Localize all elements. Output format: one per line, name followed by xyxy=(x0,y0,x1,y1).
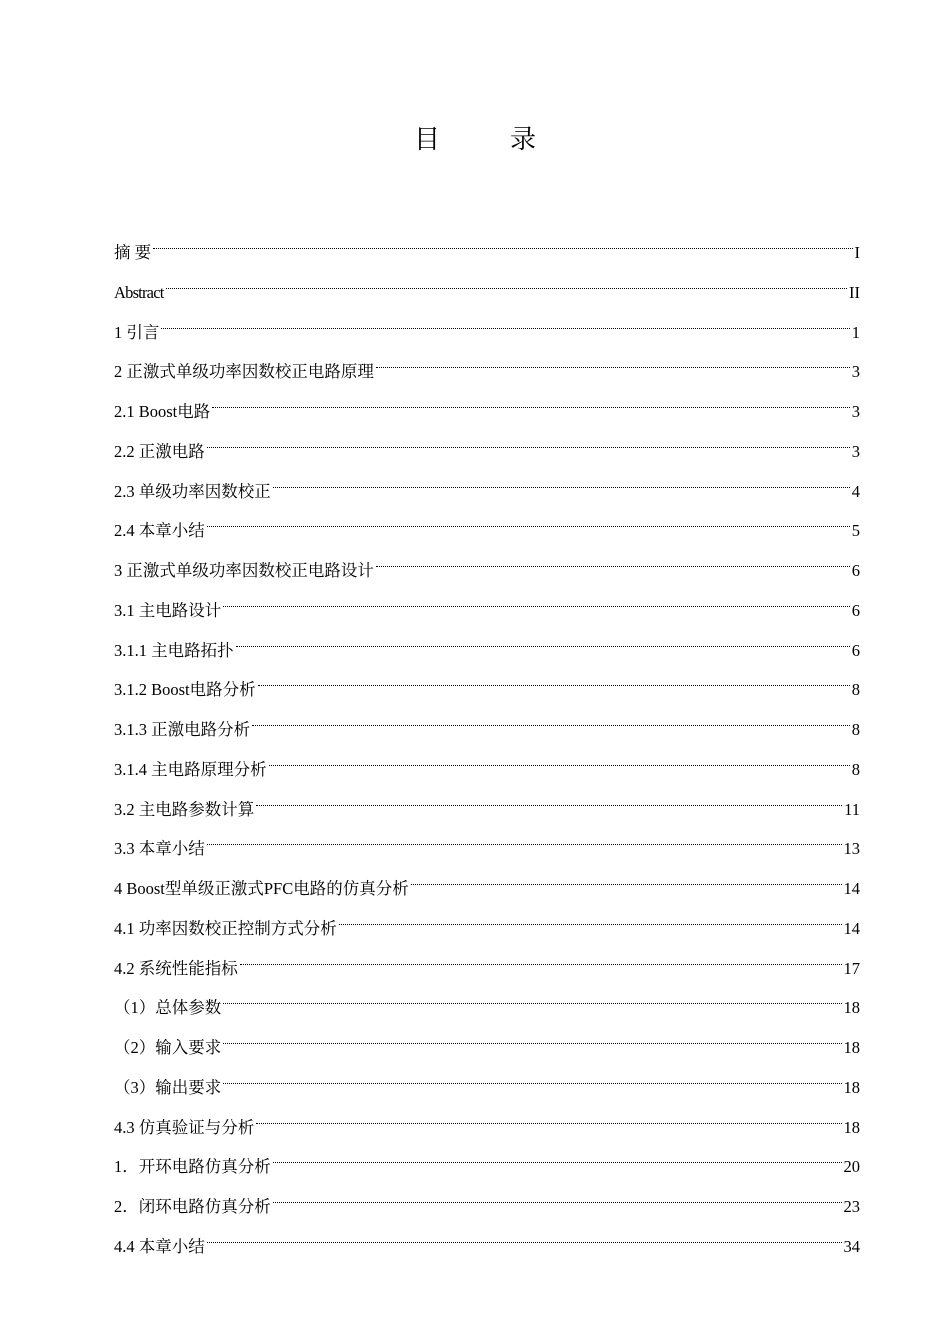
toc-entry-page: 18 xyxy=(843,1077,860,1097)
toc-entry-page: 18 xyxy=(843,1038,860,1057)
toc-entry-page: 34 xyxy=(843,1236,860,1256)
toc-entry-label: 3.1.4 主电路原理分析 xyxy=(114,759,267,779)
toc-entry-label: 1 引言 xyxy=(114,322,160,342)
dot-leader xyxy=(256,779,842,815)
dot-leader xyxy=(273,461,850,497)
toc-entry[interactable] xyxy=(114,580,860,620)
toc-entry-label: 4.1 功率因数校正控制方式分析 xyxy=(114,918,337,938)
toc-entry-page: 14 xyxy=(843,918,860,938)
dot-leader xyxy=(256,1097,841,1133)
dot-leader xyxy=(269,739,850,775)
toc-entry-page: 8 xyxy=(851,759,860,779)
toc-entry[interactable] xyxy=(114,500,860,540)
toc-entry[interactable] xyxy=(114,540,860,580)
toc-entry-abstract-cn[interactable] xyxy=(114,222,860,262)
toc-entry-page: 11 xyxy=(844,799,860,819)
dot-leader xyxy=(207,500,850,536)
toc-entry[interactable] xyxy=(114,341,860,381)
toc-entry-label: （1）总体参数 xyxy=(114,998,222,1018)
toc-entry[interactable] xyxy=(114,977,860,1017)
toc-entry[interactable] xyxy=(114,818,860,858)
toc-entry-label: 3.1.2 Boost电路分析 xyxy=(114,680,256,700)
page-title: 目 录 xyxy=(413,125,558,155)
dot-leader xyxy=(376,540,850,576)
toc-entry-label: 4 Boost型单级正激式PFC电路的仿真分析 xyxy=(114,879,409,898)
dot-leader xyxy=(411,858,842,894)
toc-entry-label: 3.1 主电路设计 xyxy=(114,600,222,620)
table-of-contents xyxy=(114,222,860,1256)
toc-entry-page: 23 xyxy=(843,1197,860,1216)
toc-entry-page: 18 xyxy=(843,1117,860,1137)
toc-entry-page: 6 xyxy=(851,561,860,580)
toc-entry-label: 2 正激式单级功率因数校正电路原理 xyxy=(114,362,374,382)
dot-leader xyxy=(207,818,842,854)
toc-entry[interactable] xyxy=(114,1017,860,1057)
toc-entry-label: 4.2 系统性能指标 xyxy=(114,958,238,978)
toc-entry-page: 3 xyxy=(851,441,860,461)
dot-leader xyxy=(223,1017,841,1053)
dot-leader xyxy=(252,699,850,735)
dot-leader xyxy=(223,977,841,1013)
toc-entry-page: 8 xyxy=(851,720,860,739)
toc-entry-page: 13 xyxy=(843,839,860,859)
toc-entry-label: 3.3 本章小结 xyxy=(114,839,205,859)
toc-entry[interactable] xyxy=(114,1057,860,1097)
toc-entry-label: 3 正激式单级功率因数校正电路设计 xyxy=(114,561,374,580)
dot-leader xyxy=(240,938,842,974)
toc-entry-label: （3）输出要求 xyxy=(114,1077,222,1097)
toc-entry[interactable] xyxy=(114,302,860,342)
toc-entry-page: 17 xyxy=(843,958,860,978)
toc-entry-label: 2.1 Boost电路 xyxy=(114,402,211,421)
dot-leader xyxy=(207,421,850,457)
toc-entry-label: 4.3 仿真验证与分析 xyxy=(114,1117,255,1137)
dot-leader xyxy=(153,222,852,258)
toc-entry-page: II xyxy=(849,282,860,302)
toc-entry-page: 3 xyxy=(851,362,860,382)
toc-entry-page: 1 xyxy=(851,322,860,342)
dot-leader xyxy=(258,659,850,695)
toc-entry-label: 3.1.1 主电路拓扑 xyxy=(114,640,234,660)
toc-entry[interactable] xyxy=(114,461,860,501)
toc-entry-label: 摘 要 xyxy=(114,243,152,262)
toc-entry[interactable] xyxy=(114,620,860,660)
toc-entry-page: 8 xyxy=(851,680,860,700)
dot-leader xyxy=(339,898,842,934)
toc-entry-page: 5 xyxy=(851,521,860,541)
toc-entry-label: 2.4 本章小结 xyxy=(114,521,205,541)
toc-entry-page: 18 xyxy=(843,998,860,1018)
toc-entry-abstract-en[interactable] xyxy=(114,262,860,302)
toc-entry[interactable] xyxy=(114,858,860,898)
dot-leader xyxy=(376,341,850,377)
toc-entry-label: 2．闭环电路仿真分析 xyxy=(114,1197,271,1216)
toc-entry[interactable] xyxy=(114,1216,860,1256)
dot-leader xyxy=(223,1057,841,1093)
dot-leader xyxy=(223,580,850,616)
toc-entry-page: I xyxy=(854,243,860,262)
toc-entry-page: 20 xyxy=(843,1157,860,1177)
toc-entry-label: （2）输入要求 xyxy=(114,1038,222,1057)
dot-leader xyxy=(236,620,850,656)
toc-entry-page: 6 xyxy=(851,600,860,620)
dot-leader xyxy=(161,302,849,338)
toc-entry-label: 3.1.3 正激电路分析 xyxy=(114,720,251,739)
toc-entry-page: 14 xyxy=(843,879,860,898)
toc-entry-label: Abstract xyxy=(114,282,164,302)
toc-entry[interactable] xyxy=(114,1097,860,1137)
toc-entry-page: 3 xyxy=(851,402,860,421)
toc-entry[interactable] xyxy=(114,381,860,421)
dot-leader xyxy=(166,262,848,298)
toc-entry-label: 2.3 单级功率因数校正 xyxy=(114,481,271,501)
toc-entry-label: 4.4 本章小结 xyxy=(114,1236,205,1256)
toc-entry-page: 6 xyxy=(851,640,860,660)
dot-leader xyxy=(212,381,849,417)
toc-entry-label: 1．开环电路仿真分析 xyxy=(114,1157,271,1177)
toc-entry-label: 3.2 主电路参数计算 xyxy=(114,799,255,819)
toc-entry-label: 2.2 正激电路 xyxy=(114,441,205,461)
toc-entry-page: 4 xyxy=(851,481,860,501)
toc-entry[interactable] xyxy=(114,421,860,461)
dot-leader xyxy=(273,1176,842,1212)
dot-leader xyxy=(207,1216,842,1252)
dot-leader xyxy=(273,1136,842,1172)
